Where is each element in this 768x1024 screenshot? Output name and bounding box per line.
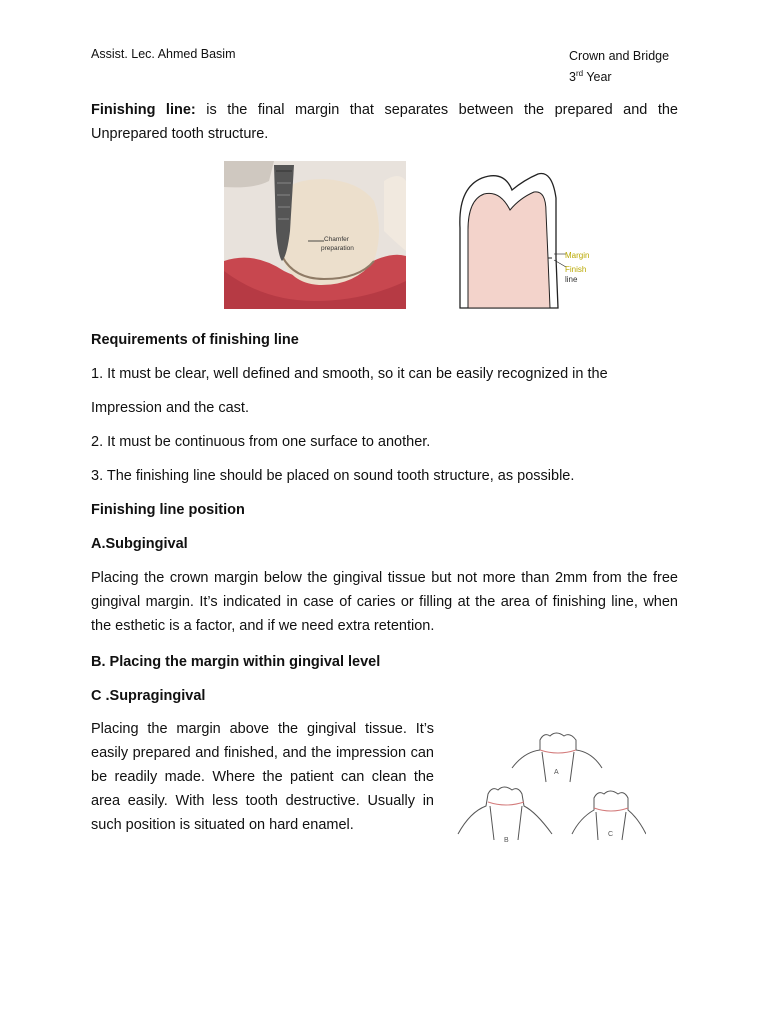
position-heading: Finishing line position	[91, 502, 245, 518]
header-year: 3rd Year	[569, 69, 612, 85]
finish-label: Finish	[565, 265, 587, 274]
header-course: Crown and Bridge	[569, 49, 670, 63]
margin-position-diagram	[452, 722, 646, 848]
supragingival-text: Placing the margin above the gingival tissue. It’s easily prepared and finished, and the impression can be readily made. Where the patient can clean the area easily. With less tooth destructive. Usually in such position is situated on hard enamel.	[91, 721, 434, 833]
supragingival-heading: C .Supragingival	[91, 688, 206, 704]
tooth-margin-diagram	[454, 168, 614, 310]
header-course-info	[569, 47, 669, 86]
label-a: A	[554, 769, 559, 776]
label-b: B	[504, 837, 509, 844]
subgingival-text: Placing the crown margin below the gingival tissue but not more than 2mm from the free gingival margin. It’s indicated in case of caries or filling at the area of finishing line, when the esthetic is a factor, and if we need extra retention.	[91, 570, 678, 634]
requirement-1a: 1. It must be clear, well defined and smooth, so it can be easily recognized in the	[91, 366, 608, 382]
chamfer-label-line2: preparation	[321, 245, 354, 252]
subgingival-heading: A.Subgingival	[91, 536, 188, 552]
chamfer-label-line1: Chamfer	[324, 236, 349, 243]
line-label: line	[565, 275, 578, 284]
header-author: Assist. Lec. Ahmed Basim	[91, 47, 236, 61]
equigingival-heading: B. Placing the margin within gingival level	[91, 654, 381, 670]
requirement-3: 3. The finishing line should be placed on sound tooth structure, as possible.	[91, 468, 575, 484]
definition-text: is the final margin that separates between the prepared and the Unprepared tooth structure.	[91, 102, 678, 142]
margin-label: Margin	[565, 251, 590, 260]
requirement-2: 2. It must be continuous from one surface to another.	[91, 434, 431, 450]
chamfer-preparation-figure	[224, 161, 406, 309]
requirements-heading: Requirements of finishing line	[91, 332, 299, 348]
requirement-1b: Impression and the cast.	[91, 400, 249, 416]
definition-paragraph	[91, 98, 678, 146]
definition-term: Finishing line:	[91, 102, 196, 118]
label-c: C	[608, 831, 614, 838]
